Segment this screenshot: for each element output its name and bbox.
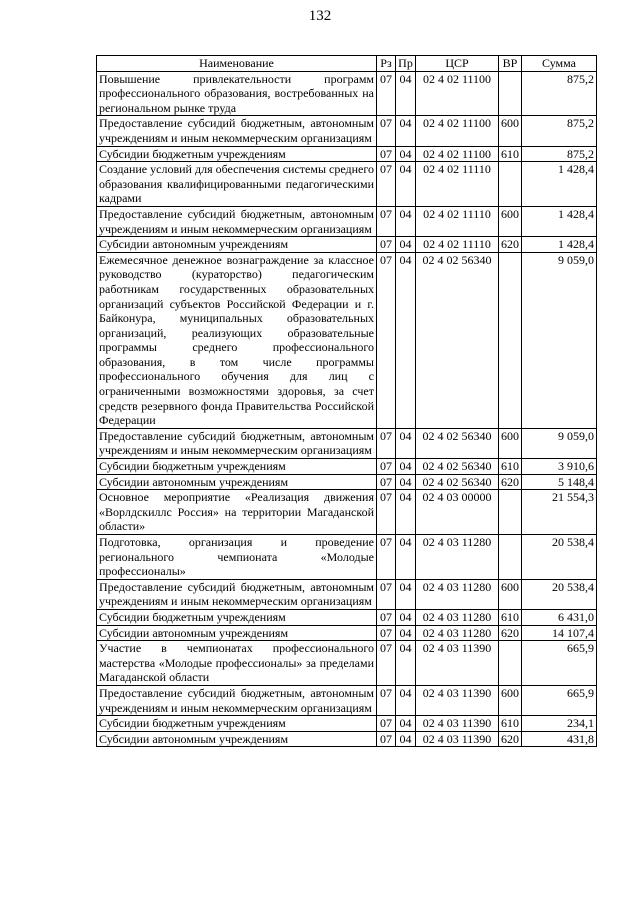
- cell-pr: 04: [396, 731, 416, 747]
- cell-vr: [499, 71, 522, 116]
- cell-csr: 02 4 03 11390: [416, 731, 499, 747]
- cell-pr: 04: [396, 641, 416, 686]
- cell-pr: 04: [396, 252, 416, 428]
- cell-csr: 02 4 02 11110: [416, 162, 499, 207]
- table-row: [97, 641, 597, 686]
- cell-name: Субсидии автономным учреждениям: [97, 237, 377, 253]
- table-row: [97, 206, 597, 236]
- cell-pr: 04: [396, 71, 416, 116]
- cell-rz: 07: [377, 474, 396, 490]
- cell-sum: 875,2: [522, 71, 597, 116]
- cell-sum: 1 428,4: [522, 206, 597, 236]
- cell-name: Повышение привлекательности программ профессионального образования, востребованных на региональном рынке труда: [97, 71, 377, 116]
- cell-csr: 02 4 03 11280: [416, 535, 499, 580]
- cell-vr: 600: [499, 428, 522, 458]
- cell-pr: 04: [396, 237, 416, 253]
- cell-vr: 610: [499, 146, 522, 162]
- cell-vr: [499, 535, 522, 580]
- cell-pr: 04: [396, 459, 416, 475]
- cell-csr: 02 4 02 11100: [416, 116, 499, 146]
- cell-pr: 04: [396, 474, 416, 490]
- table-row: [97, 535, 597, 580]
- cell-csr: 02 4 03 11280: [416, 625, 499, 641]
- cell-sum: 21 554,3: [522, 490, 597, 535]
- cell-sum: 431,8: [522, 731, 597, 747]
- cell-rz: 07: [377, 685, 396, 715]
- table-row: [97, 490, 597, 535]
- cell-name: Субсидии бюджетным учреждениям: [97, 609, 377, 625]
- table-row: [97, 237, 597, 253]
- cell-pr: 04: [396, 162, 416, 207]
- cell-sum: 5 148,4: [522, 474, 597, 490]
- cell-rz: 07: [377, 252, 396, 428]
- budget-table: [96, 55, 597, 747]
- cell-name: Субсидии автономным учреждениям: [97, 474, 377, 490]
- table-row: [97, 71, 597, 116]
- cell-pr: 04: [396, 116, 416, 146]
- cell-rz: 07: [377, 609, 396, 625]
- cell-name: Участие в чемпионатах профессионального мастерства «Молодые профессионалы» за пределами Магаданской области: [97, 641, 377, 686]
- cell-sum: 9 059,0: [522, 252, 597, 428]
- cell-name: Субсидии бюджетным учреждениям: [97, 459, 377, 475]
- table-row: [97, 459, 597, 475]
- cell-name: Подготовка, организация и проведение регионального чемпионата «Молодые профессионалы»: [97, 535, 377, 580]
- cell-pr: 04: [396, 625, 416, 641]
- table-row: [97, 716, 597, 732]
- table-row: [97, 146, 597, 162]
- cell-sum: 6 431,0: [522, 609, 597, 625]
- header-pr: Пр: [396, 56, 416, 72]
- cell-vr: [499, 162, 522, 207]
- cell-rz: 07: [377, 71, 396, 116]
- cell-sum: 1 428,4: [522, 162, 597, 207]
- cell-pr: 04: [396, 428, 416, 458]
- cell-rz: 07: [377, 146, 396, 162]
- table-row: [97, 685, 597, 715]
- cell-rz: 07: [377, 459, 396, 475]
- cell-sum: 665,9: [522, 685, 597, 715]
- cell-csr: 02 4 02 56340: [416, 428, 499, 458]
- header-name: Наименование: [97, 56, 377, 72]
- cell-name: Предоставление субсидий бюджетным, автономным учреждениям и иным некоммерческим организациям: [97, 579, 377, 609]
- cell-vr: 600: [499, 579, 522, 609]
- table-row: [97, 625, 597, 641]
- cell-pr: 04: [396, 146, 416, 162]
- header-rz: Рз: [377, 56, 396, 72]
- cell-csr: 02 4 03 11390: [416, 716, 499, 732]
- cell-sum: 234,1: [522, 716, 597, 732]
- cell-rz: 07: [377, 206, 396, 236]
- cell-vr: 610: [499, 609, 522, 625]
- cell-vr: 620: [499, 731, 522, 747]
- cell-csr: 02 4 02 11110: [416, 206, 499, 236]
- header-csr: ЦСР: [416, 56, 499, 72]
- cell-csr: 02 4 02 56340: [416, 252, 499, 428]
- cell-csr: 02 4 02 11110: [416, 237, 499, 253]
- cell-vr: 620: [499, 474, 522, 490]
- cell-vr: 610: [499, 459, 522, 475]
- cell-sum: 875,2: [522, 116, 597, 146]
- cell-sum: 20 538,4: [522, 579, 597, 609]
- cell-vr: 610: [499, 716, 522, 732]
- table-row: [97, 252, 597, 428]
- cell-pr: 04: [396, 716, 416, 732]
- cell-sum: 665,9: [522, 641, 597, 686]
- cell-name: Основное мероприятие «Реализация движения «Ворлдскиллс Россия» на территории Магаданской области»: [97, 490, 377, 535]
- table-header-row: [97, 56, 597, 72]
- cell-csr: 02 4 02 56340: [416, 474, 499, 490]
- table-row: [97, 162, 597, 207]
- cell-name: Субсидии автономным учреждениям: [97, 625, 377, 641]
- table-row: [97, 731, 597, 747]
- cell-name: Ежемесячное денежное вознаграждение за классное руководство (кураторство) педагогическим работникам государственных образовательных организаций субъектов Российской Федерации и г. Байконура, муниципальных образовательных организаций, реализующих образовательные программы среднего профессионального образования, в том числе программы профессионального обучения для лиц с ограниченными возможностями здоровья, за счет средств резервного фонда Правительства Российской Федерации: [97, 252, 377, 428]
- cell-rz: 07: [377, 535, 396, 580]
- cell-rz: 07: [377, 731, 396, 747]
- cell-sum: 875,2: [522, 146, 597, 162]
- cell-csr: 02 4 02 11100: [416, 146, 499, 162]
- cell-vr: [499, 641, 522, 686]
- cell-vr: 620: [499, 237, 522, 253]
- cell-sum: 20 538,4: [522, 535, 597, 580]
- cell-csr: 02 4 03 11390: [416, 685, 499, 715]
- cell-rz: 07: [377, 237, 396, 253]
- cell-csr: 02 4 03 11280: [416, 579, 499, 609]
- cell-vr: 600: [499, 685, 522, 715]
- cell-rz: 07: [377, 116, 396, 146]
- cell-name: Субсидии бюджетным учреждениям: [97, 716, 377, 732]
- cell-rz: 07: [377, 162, 396, 207]
- cell-pr: 04: [396, 206, 416, 236]
- table-row: [97, 609, 597, 625]
- cell-sum: 1 428,4: [522, 237, 597, 253]
- cell-rz: 07: [377, 625, 396, 641]
- cell-pr: 04: [396, 609, 416, 625]
- header-sum: Сумма: [522, 56, 597, 72]
- cell-name: Предоставление субсидий бюджетным, автономным учреждениям и иным некоммерческим организациям: [97, 428, 377, 458]
- cell-rz: 07: [377, 641, 396, 686]
- cell-csr: 02 4 03 00000: [416, 490, 499, 535]
- cell-pr: 04: [396, 535, 416, 580]
- cell-pr: 04: [396, 490, 416, 535]
- cell-name: Субсидии автономным учреждениям: [97, 731, 377, 747]
- table-row: [97, 428, 597, 458]
- cell-vr: 600: [499, 206, 522, 236]
- cell-sum: 14 107,4: [522, 625, 597, 641]
- header-vr: ВР: [499, 56, 522, 72]
- table-row: [97, 474, 597, 490]
- cell-vr: 620: [499, 625, 522, 641]
- cell-rz: 07: [377, 579, 396, 609]
- cell-pr: 04: [396, 579, 416, 609]
- cell-vr: [499, 490, 522, 535]
- cell-sum: 3 910,6: [522, 459, 597, 475]
- cell-name: Предоставление субсидий бюджетным, автономным учреждениям и иным некоммерческим организациям: [97, 206, 377, 236]
- cell-csr: 02 4 02 56340: [416, 459, 499, 475]
- cell-pr: 04: [396, 685, 416, 715]
- cell-csr: 02 4 03 11280: [416, 609, 499, 625]
- cell-rz: 07: [377, 716, 396, 732]
- cell-name: Субсидии бюджетным учреждениям: [97, 146, 377, 162]
- table-row: [97, 579, 597, 609]
- cell-name: Предоставление субсидий бюджетным, автономным учреждениям и иным некоммерческим организациям: [97, 116, 377, 146]
- cell-sum: 9 059,0: [522, 428, 597, 458]
- cell-csr: 02 4 03 11390: [416, 641, 499, 686]
- table-row: [97, 116, 597, 146]
- cell-name: Создание условий для обеспечения системы среднего образования квалифицированными педагогическими кадрами: [97, 162, 377, 207]
- cell-name: Предоставление субсидий бюджетным, автономным учреждениям и иным некоммерческим организациям: [97, 685, 377, 715]
- page-number: 132: [308, 8, 332, 24]
- cell-csr: 02 4 02 11100: [416, 71, 499, 116]
- cell-rz: 07: [377, 490, 396, 535]
- cell-rz: 07: [377, 428, 396, 458]
- cell-vr: [499, 252, 522, 428]
- cell-vr: 600: [499, 116, 522, 146]
